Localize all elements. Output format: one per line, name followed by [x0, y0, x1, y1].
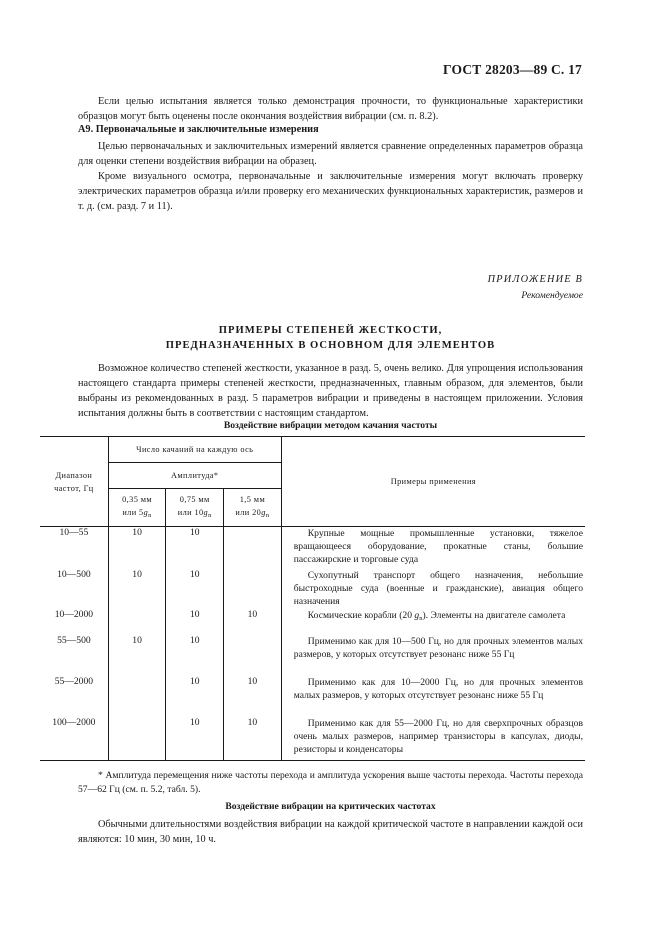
appendix-label — [488, 272, 583, 304]
table-row: 10—55 10 10 Крупные мощные промышленные установки, тяжелое вращающееся оборудование, прокатные станы, большие пассажирские и торговые суда — [40, 527, 585, 569]
table-row: 10—2000 10 10 Космические корабли (20 $g_n$). Элементы на двигателе самолета — [40, 609, 585, 635]
appendix-title-line-2: ПРЕДНАЗНАЧЕННЫХ В ОСНОВНОМ ДЛЯ ЭЛЕМЕНТОВ — [165, 340, 496, 351]
appendix-label-title: ПРИЛОЖЕНИЕ В — [487, 274, 583, 285]
table-row: 10—500 10 10 Сухопутный транспорт общего назначения, небольшие быстроходные суда (военные и гражданские), авиация общего назначения — [57, 568, 583, 607]
critical-paragraph: Обычными длительностями воздействия вибрации на каждой критической частоте в направлении каждой оси являются: 10 мин, 30 мин, 10 ч. — [78, 819, 583, 845]
intro-paragraph-3: Кроме визуального осмотра, первоначальные и заключительные измерения могут включать проверку электрических параметров образца и/или проверку его механических функциональных характеристик, размеров и т. д. (см. разд. 7 и 11). — [78, 171, 583, 212]
header-amp-1: 0,35 мм или $5g_n$ — [108, 489, 166, 527]
table-row: 55—500 10 10 Применимо как для 10—500 Гц, но для прочных элементов малых размеров, у которых отсутствует резонанс ниже 55 Гц — [40, 635, 585, 676]
section-heading-a9: А9. Первоначальные и заключительные измерения — [78, 124, 319, 135]
table-row: 55—2000 10 10 Применимо как для 10—2000 Гц, но для прочных элементов малых размеров, у которых отсутствует резонанс ниже 55 Гц — [40, 676, 585, 717]
header-examples: Примеры применения — [281, 437, 585, 527]
header-amp-3: 1,5 мм или $20g_n$ — [224, 489, 282, 527]
table-row: 100—2000 10 10 Применимо как для 55—2000 Гц, но для сверхпрочных образцов очень малых размеров, например транзисторы в капсулах, диоды, резисторы и конденсаторы — [40, 717, 585, 761]
vibration-table — [40, 436, 585, 761]
appendix-status: Рекомендуемое — [521, 290, 583, 301]
page-header: ГОСТ 28203—89 С. 17 — [443, 62, 582, 77]
header-amplitude: Амплитуда* — [108, 463, 281, 489]
header-range: Диапазон частот, Гц — [40, 437, 108, 527]
table-footnote: * Амплитуда перемещения ниже частоты перехода и амплитуда ускорения выше частоты перехода. Частоты перехода 57—62 Гц (см. п. 5.2, табл. 5). — [78, 770, 583, 795]
critical-title: Воздействие вибрации на критических частотах — [225, 801, 436, 812]
header-sweeps: Число качаний на каждую ось — [108, 437, 281, 463]
appendix-paragraph: Возможное количество степеней жесткости, указанное в разд. 5, очень велико. Для упрощения использования настоящего стандарта примеры степеней жесткости, предназначенных, главным образом, для элементов, были выбраны из рекомендованных в разд. 5 параметров вибрации и приведены в настоящем приложении. Условия испытания должны быть в соответствии с настоящим стандартом. — [78, 363, 583, 419]
header-amp-2: 0,75 мм или $10g_n$ — [166, 489, 224, 527]
appendix-title-line-1: ПРИМЕРЫ СТЕПЕНЕЙ ЖЕСТКОСТИ, — [218, 325, 443, 336]
intro-paragraph-1: Если целью испытания является только демонстрация прочности, то функциональные характеристики образцов могут быть оценены после окончания воздействия вибрации (см. п. 8.2). — [78, 96, 583, 122]
table-caption: Воздействие вибрации методом качания частоты — [223, 420, 438, 431]
intro-paragraph-2: Целью первоначальных и заключительных измерений является сравнение определенных параметров образца для оценки степени воздействия вибрации на образец. — [78, 141, 583, 167]
appendix-title — [78, 323, 583, 353]
